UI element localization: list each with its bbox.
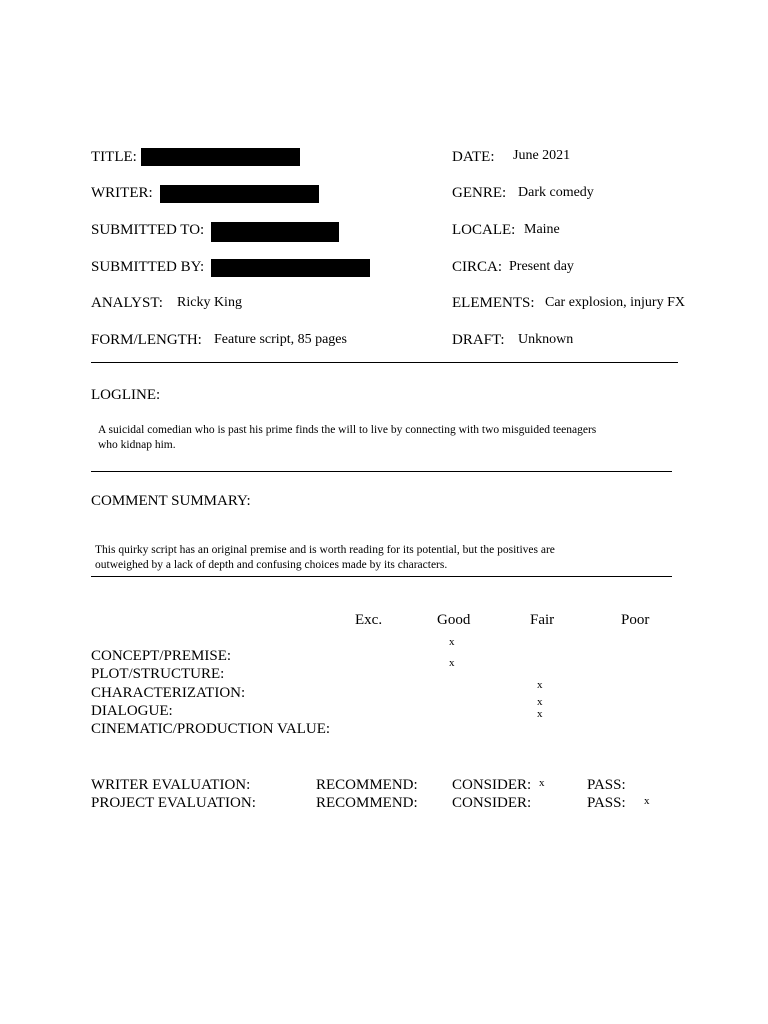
mark-writer-consider: x bbox=[539, 777, 545, 789]
comment-summary-heading: COMMENT SUMMARY: bbox=[91, 493, 251, 509]
draft-value: Unknown bbox=[518, 332, 574, 347]
logline-line-2: who kidnap him. bbox=[98, 439, 176, 451]
row-dialogue: DIALOGUE: bbox=[91, 703, 173, 719]
row-characterization: CHARACTERIZATION: bbox=[91, 685, 246, 701]
mark-concept-good: x bbox=[449, 636, 455, 648]
divider-summary bbox=[91, 576, 672, 577]
summary-line-2: outweighed by a lack of depth and confusing choices made by its characters. bbox=[95, 559, 448, 571]
submitted-by-label: SUBMITTED BY: bbox=[91, 259, 205, 275]
writer-redaction bbox=[160, 185, 319, 203]
row-cinematic-production-value: CINEMATIC/PRODUCTION VALUE: bbox=[91, 721, 331, 737]
logline-text bbox=[98, 423, 698, 453]
circa-value: Present day bbox=[509, 259, 574, 274]
comment-summary-text bbox=[95, 543, 695, 573]
form-length-label: FORM/LENGTH: bbox=[91, 332, 202, 348]
col-poor: Poor bbox=[621, 612, 650, 628]
mark-project-pass: x bbox=[644, 795, 650, 807]
mark-plot-good: x bbox=[449, 657, 455, 669]
writer-recommend-label: RECOMMEND: bbox=[316, 777, 418, 793]
project-recommend-label: RECOMMEND: bbox=[316, 795, 418, 811]
row-plot-structure: PLOT/STRUCTURE: bbox=[91, 666, 225, 682]
analyst-value: Ricky King bbox=[177, 295, 242, 310]
submitted-to-redaction bbox=[211, 222, 339, 242]
date-label: DATE: bbox=[452, 149, 495, 165]
genre-value: Dark comedy bbox=[518, 185, 594, 200]
analyst-label: ANALYST: bbox=[91, 295, 163, 311]
draft-label: DRAFT: bbox=[452, 332, 505, 348]
elements-value: Car explosion, injury FX bbox=[545, 295, 685, 310]
divider-header bbox=[91, 362, 678, 363]
writer-label: WRITER: bbox=[91, 185, 153, 201]
mark-cinematic-fair: x bbox=[537, 708, 543, 720]
project-consider-label: CONSIDER: bbox=[452, 795, 532, 811]
col-good: Good bbox=[437, 612, 471, 628]
project-pass-label: PASS: bbox=[587, 795, 626, 811]
mark-characterization-fair: x bbox=[537, 679, 543, 691]
submitted-by-redaction bbox=[211, 259, 370, 277]
title-redaction bbox=[141, 148, 300, 166]
writer-evaluation-label: WRITER EVALUATION: bbox=[91, 777, 251, 793]
title-label: TITLE: bbox=[91, 149, 137, 165]
circa-label: CIRCA: bbox=[452, 259, 503, 275]
writer-consider-label: CONSIDER: bbox=[452, 777, 532, 793]
logline-line-1: A suicidal comedian who is past his prime finds the will to live by connecting with two misguided teenagers bbox=[98, 424, 597, 436]
elements-label: ELEMENTS: bbox=[452, 295, 535, 311]
form-length-value: Feature script, 85 pages bbox=[214, 332, 347, 347]
genre-label: GENRE: bbox=[452, 185, 507, 201]
locale-value: Maine bbox=[524, 222, 560, 237]
mark-dialogue-fair: x bbox=[537, 696, 543, 708]
summary-line-1: This quirky script has an original premise and is worth reading for its potential, but the positives are bbox=[95, 544, 555, 556]
col-exc: Exc. bbox=[355, 612, 383, 628]
writer-pass-label: PASS: bbox=[587, 777, 626, 793]
divider-logline bbox=[91, 471, 672, 472]
date-value: June 2021 bbox=[513, 148, 571, 163]
locale-label: LOCALE: bbox=[452, 222, 516, 238]
row-concept-premise: CONCEPT/PREMISE: bbox=[91, 648, 232, 664]
col-fair: Fair bbox=[530, 612, 555, 628]
logline-heading: LOGLINE: bbox=[91, 387, 161, 403]
project-evaluation-label: PROJECT EVALUATION: bbox=[91, 795, 256, 811]
submitted-to-label: SUBMITTED TO: bbox=[91, 222, 205, 238]
